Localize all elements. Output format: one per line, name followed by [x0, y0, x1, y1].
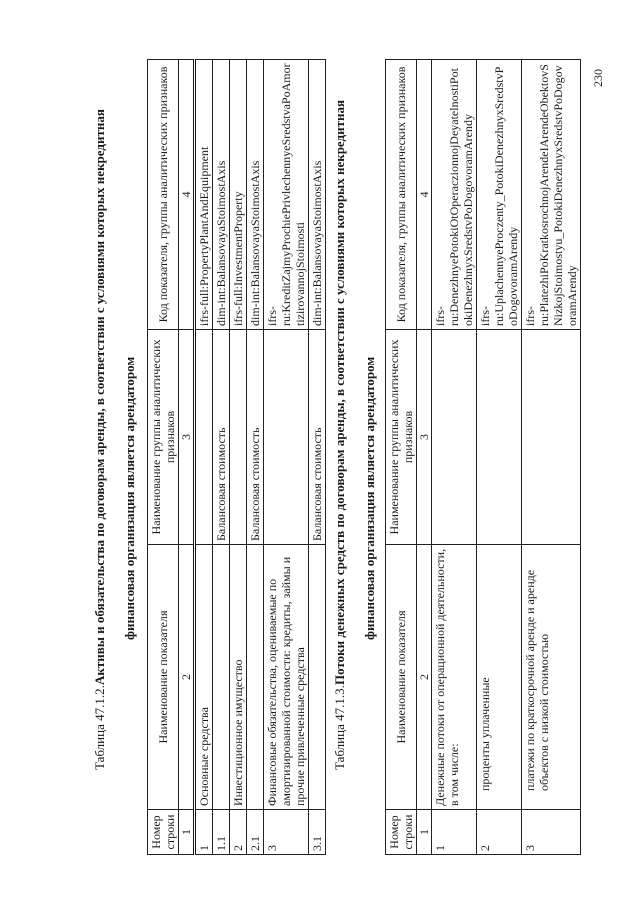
row-number-cell: 2 [477, 810, 522, 855]
table-title: Потоки денежных средств по договорам аренды, в соответствии с условиями которых некредитная финансовая организация является арендатором [332, 99, 377, 685]
column-number-cell: 4 [417, 60, 432, 330]
indicator-name-cell: Финансовые обязательства, оцениваемые по амортизированной стоимости: кредиты, займы и прочие привлеченные средства [264, 545, 309, 810]
table-row [230, 60, 247, 855]
indicator-name-cell: проценты уплаченные [477, 545, 522, 810]
header-attribute-group-name: Наименование группы аналитических признаков [386, 330, 417, 545]
table-header-row [386, 60, 417, 855]
indicator-code-cell: ifrs-full:InvestmentProperty [230, 60, 247, 330]
attribute-group-cell [230, 330, 247, 545]
column-number-cell: 1 [417, 810, 432, 855]
row-number-cell: 1 [432, 810, 477, 855]
row-number-cell: 3.1 [309, 810, 326, 855]
attribute-group-cell: Балансовая стоимость [309, 330, 326, 545]
table-body [195, 60, 326, 855]
table-row [213, 60, 230, 855]
attribute-group-cell [264, 330, 309, 545]
indicator-code-cell: dim-int:BalansovayaStoimostAxis [247, 60, 264, 330]
column-number-cell: 2 [417, 545, 432, 810]
table-row [522, 60, 581, 855]
table-label: Таблица 47.1.3. [332, 685, 347, 770]
indicator-name-cell: платежи по краткосрочной аренде и аренде объектов с низкой стоимостью [522, 545, 581, 810]
header-attribute-group-name: Наименование группы аналитических признаков [148, 330, 179, 545]
column-number-cell: 3 [179, 330, 195, 545]
attribute-group-cell [195, 330, 213, 545]
attribute-group-cell [477, 330, 522, 545]
attribute-group-cell [432, 330, 477, 545]
table-title: Активы и обязательства по договорам аренды, в соответствии с условиями которых некредитная финансовая организация является арендатором [92, 109, 137, 685]
table-header-row [148, 60, 179, 855]
indicator-name-cell [309, 545, 326, 810]
row-number-cell: 2.1 [247, 810, 264, 855]
table-head [148, 60, 195, 855]
row-number-cell: 1.1 [213, 810, 230, 855]
table-row [477, 60, 522, 855]
indicator-code-cell: ifrs-ru:DenezhnyePotokiOtOperaczionnojDeyatelnostiPotokiDenezhnyxSredstvPoDogovoramArendy [432, 60, 477, 330]
column-number-cell: 1 [179, 810, 195, 855]
column-number-row [417, 60, 432, 855]
indicator-name-cell: Денежные потоки от операционной деятельности, в том числе: [432, 545, 477, 810]
lease-assets-liabilities-table [147, 59, 326, 855]
row-number-cell: 1 [195, 810, 213, 855]
attribute-group-cell: Балансовая стоимость [213, 330, 230, 545]
table-label: Таблица 47.1.2. [92, 685, 107, 770]
table-head [386, 60, 432, 855]
indicator-code-cell: ifrs-ru:KreditZajmyProchiePrivlechennyeSredstvaPoAmortizirovannojStoimosti [264, 60, 309, 330]
indicator-code-cell: ifrs-ru:UplachennyeProczenty_PotokiDenezhnyxSredstvPoDogovoramArendy [477, 60, 522, 330]
table-row [195, 60, 213, 855]
row-number-cell: 3 [522, 810, 581, 855]
column-number-cell: 4 [179, 60, 195, 330]
header-row-number: Номер строки [148, 810, 179, 855]
table-row [432, 60, 477, 855]
column-number-row [179, 60, 195, 855]
page-number: 230 [591, 69, 605, 87]
indicator-code-cell: ifrs-ru:PlatezhiPoKratkosrochnojArendeIArendeObektovSNizkojStoimostyu_PotokiDenezhnyxSredstvPoDogovoramArendy [522, 60, 581, 330]
attribute-group-cell: Балансовая стоимость [247, 330, 264, 545]
row-number-cell: 2 [230, 810, 247, 855]
attribute-group-cell [522, 330, 581, 545]
header-indicator-name: Наименование показателя [386, 545, 417, 810]
header-indicator-code: Код показателя, группы аналитических признаков [148, 60, 179, 330]
indicator-code-cell: dim-int:BalansovayaStoimostAxis [309, 60, 326, 330]
lease-cash-flows-table [385, 59, 581, 855]
header-indicator-code: Код показателя, группы аналитических признаков [386, 60, 417, 330]
table-row [264, 60, 309, 855]
indicator-name-cell: Основные средства [195, 545, 213, 810]
indicator-code-cell: ifrs-full:PropertyPlantAndEquipment [195, 60, 213, 330]
column-number-cell: 3 [417, 330, 432, 545]
indicator-name-cell: Инвестиционное имущество [230, 545, 247, 810]
header-row-number: Номер строки [386, 810, 417, 855]
row-number-cell: 3 [264, 810, 309, 855]
column-number-cell: 2 [179, 545, 195, 810]
indicator-name-cell [213, 545, 230, 810]
table-row [309, 60, 326, 855]
table-row [247, 60, 264, 855]
indicator-name-cell [247, 545, 264, 810]
indicator-code-cell: dim-int:BalansovayaStoimostAxis [213, 60, 230, 330]
header-indicator-name: Наименование показателя [148, 545, 179, 810]
table-body [432, 60, 581, 855]
